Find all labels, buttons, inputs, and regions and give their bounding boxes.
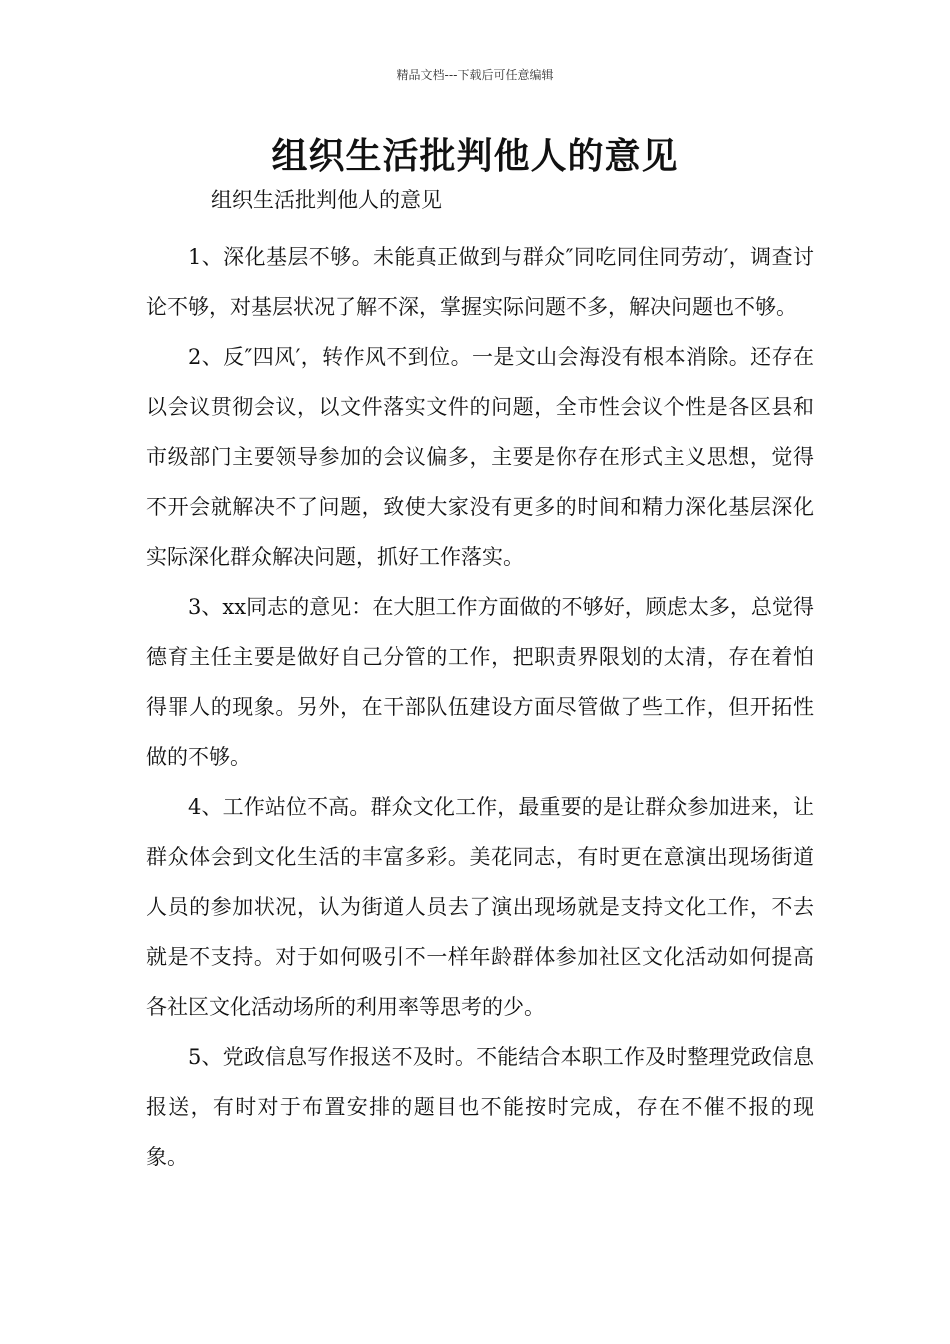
paragraph-2: 2、反″四风′，转作风不到位。一是文山会海没有根本消除。还存在以会议贯彻会议，以文件落实文件的问题，全市性会议个性是各区县和市级部门主要领导参加的会议偏多，主要是你存在形式主义思想，觉得不开会就解决不了问题，致使大家没有更多的时间和精力深化基层深化实际深化群众解决问题，抓好工作落实。 [146, 345, 814, 569]
header-note: 精品文档---下载后可任意编辑 [396, 68, 554, 82]
document-body [146, 232, 814, 1182]
paragraph-1: 1、深化基层不够。未能真正做到与群众″同吃同住同劳动′，调查讨论不够，对基层状况了解不深，掌握实际问题不多，解决问题也不够。 [146, 245, 814, 319]
paragraph-5: 5、党政信息写作报送不及时。不能结合本职工作及时整理党政信息报送，有时对于布置安排的题目也不能按时完成，存在不催不报的现象。 [146, 1045, 814, 1169]
paragraph-3: 3、xx同志的意见：在大胆工作方面做的不够好，顾虑太多，总觉得德育主任主要是做好自己分管的工作，把职责界限划的太清，存在着怕得罪人的现象。另外，在干部队伍建设方面尽管做了些工作，但开拓性做的不够。 [146, 595, 814, 769]
document-subtitle: 组织生活批判他人的意见 [211, 188, 442, 212]
document-title: 组织生活批判他人的意见 [271, 136, 679, 177]
paragraph-4: 4、工作站位不高。群众文化工作，最重要的是让群众参加进来，让群众体会到文化生活的丰富多彩。美花同志，有时更在意演出现场街道人员的参加状况，认为街道人员去了演出现场就是支持文化工作，不去就是不支持。对于如何吸引不一样年龄群体参加社区文化活动如何提高各社区文化活动场所的利用率等思考的少。 [146, 795, 814, 1019]
